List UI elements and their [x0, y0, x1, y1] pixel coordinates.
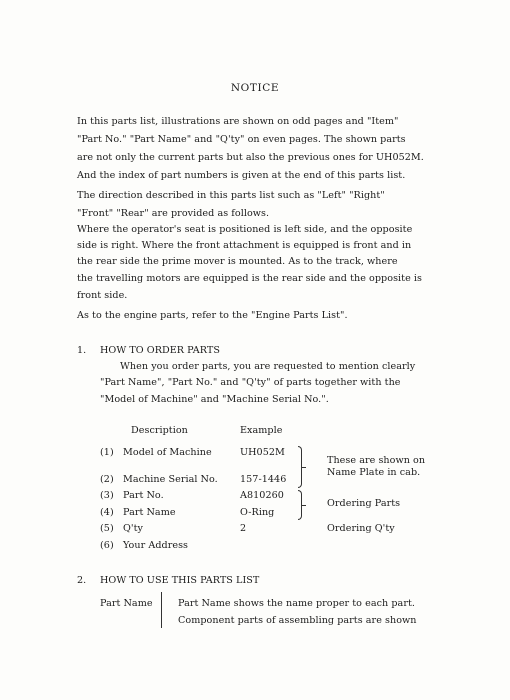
- direction-line: the rear side the prime mover is mounted. As to the track, where: [77, 256, 398, 267]
- direction-line: front side.: [77, 290, 128, 301]
- row-example: 157-1446: [240, 474, 287, 485]
- row-number: (2): [100, 474, 114, 485]
- section2-label: Part Name: [100, 598, 153, 609]
- brace-ordering-parts: [298, 490, 302, 520]
- page-title: NOTICE: [230, 82, 280, 94]
- row-description: Q'ty: [123, 523, 143, 534]
- row-description: Part Name: [123, 507, 176, 518]
- column-header-description: Description: [131, 425, 188, 436]
- row-description: Part No.: [123, 490, 164, 501]
- section1-line: "Model of Machine" and "Machine Serial No.".: [100, 394, 329, 405]
- intro-line: are not only the current parts but also the previous ones for UH052M.: [77, 152, 424, 163]
- direction-line: side is right. Where the front attachment is equipped is front and in: [77, 240, 412, 251]
- direction-line: Where the operator's seat is positioned is left side, and the opposite: [77, 224, 413, 235]
- row-number: (4): [100, 507, 114, 518]
- row-example: O-Ring: [240, 507, 275, 518]
- section1-heading: HOW TO ORDER PARTS: [100, 345, 220, 356]
- section2-heading: HOW TO USE THIS PARTS LIST: [100, 575, 260, 586]
- engine-parts-line: As to the engine parts, refer to the "Engine Parts List".: [77, 310, 348, 321]
- intro-line: In this parts list, illustrations are shown on odd pages and "Item": [77, 116, 399, 127]
- row-description: Your Address: [123, 540, 189, 551]
- intro-line: And the index of part numbers is given at the end of this parts list.: [77, 170, 406, 181]
- row-number: (3): [100, 490, 114, 501]
- row-number: (1): [100, 447, 114, 458]
- row-example: UH052M: [240, 447, 285, 458]
- row-example: 2: [240, 523, 247, 534]
- row-description: Model of Machine: [123, 447, 212, 458]
- direction-line: the travelling motors are equipped is the rear side and the opposite is: [77, 273, 422, 284]
- direction-line: "Front" "Rear" are provided as follows.: [77, 208, 270, 219]
- section1-line: "Part Name", "Part No." and "Q'ty" of parts together with the: [100, 377, 401, 388]
- row-number: (5): [100, 523, 114, 534]
- column-header-example: Example: [240, 425, 283, 436]
- section2-line: Component parts of assembling parts are shown: [178, 615, 417, 626]
- row-number: (6): [100, 540, 114, 551]
- note-ordering-parts: Ordering Parts: [327, 498, 401, 509]
- section2-number: 2.: [77, 575, 87, 586]
- note-nameplate: These are shown on: [327, 455, 426, 466]
- direction-line: The direction described in this parts list such as "Left" "Right": [77, 190, 385, 201]
- section1-number: 1.: [77, 345, 87, 356]
- note-nameplate: Name Plate in cab.: [327, 467, 421, 478]
- divider-line: [161, 592, 162, 628]
- section2-line: Part Name shows the name proper to each part.: [178, 598, 415, 609]
- note-ordering-qty: Ordering Q'ty: [327, 523, 395, 534]
- row-example: A810260: [240, 490, 284, 501]
- row-description: Machine Serial No.: [123, 474, 218, 485]
- brace-nameplate: [298, 446, 302, 488]
- section1-line: When you order parts, you are requested to mention clearly: [120, 361, 416, 372]
- intro-line: "Part No." "Part Name" and "Q'ty" on even pages. The shown parts: [77, 134, 406, 145]
